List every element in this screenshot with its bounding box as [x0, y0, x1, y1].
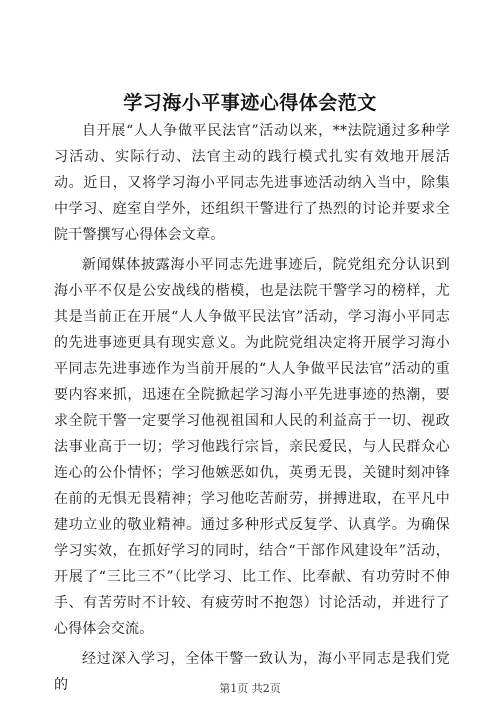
document-body — [54, 118, 450, 702]
document-title: 学习海小平事迹心得体会范文 — [123, 92, 377, 114]
page-number-footer: 第1页 共2页 — [219, 682, 281, 695]
paragraph-2: 新闻媒体披露海小平同志先进事迹后，院党组充分认识到海小平不仅是公安战线的楷模，也是法院干警学习的榜样，尤其是当前正在开展“人人争做平民法官”活动，学习海小平同志的先进事迹更具有现实意义。为此院党组决定将开展学习海小平同志先进事迹作为当前开展的“人人争做平民法官”活动的重要内容来抓，迅速在全院掀起学习海小平先进事迹的热潮，要求全院干警一定要学习他视祖国和人民的利益高于一切、视政法事业高于一切；学习他践行宗旨，亲民爱民，与人民群众心连心的公仆情怀；学习他嫉恶如仇，英勇无畏，关键时刻冲锋在前的无惧无畏精神；学习他吃苦耐劳，拼搏进取，在平凡中建功立业的敬业精神。通过多种形式反复学、认真学。为确保学习实效，在抓好学习的同时，结合“干部作风建设年”活动，开展了“三比三不”（比学习、比工作、比奉献、有功劳时不伸手、有苦劳时不计较、有疲劳时不抱怨）讨论活动，并进行了心得体会交流。 — [54, 257, 450, 637]
paragraph-1: 自开展“人人争做平民法官”活动以来，**法院通过多种学习活动、实际行动、法官主动的践行模式扎实有效地开展活动。近日，又将学习海小平同志先进事迹活动纳入当中，除集中学习、庭室自学外，还组织干警进行了热烈的讨论并要求全院干警撰写心得体会文章。 — [54, 123, 450, 243]
paragraph-3: 经过深入学习，全体干警一致认为，海小平同志是我们党的 — [54, 651, 450, 693]
